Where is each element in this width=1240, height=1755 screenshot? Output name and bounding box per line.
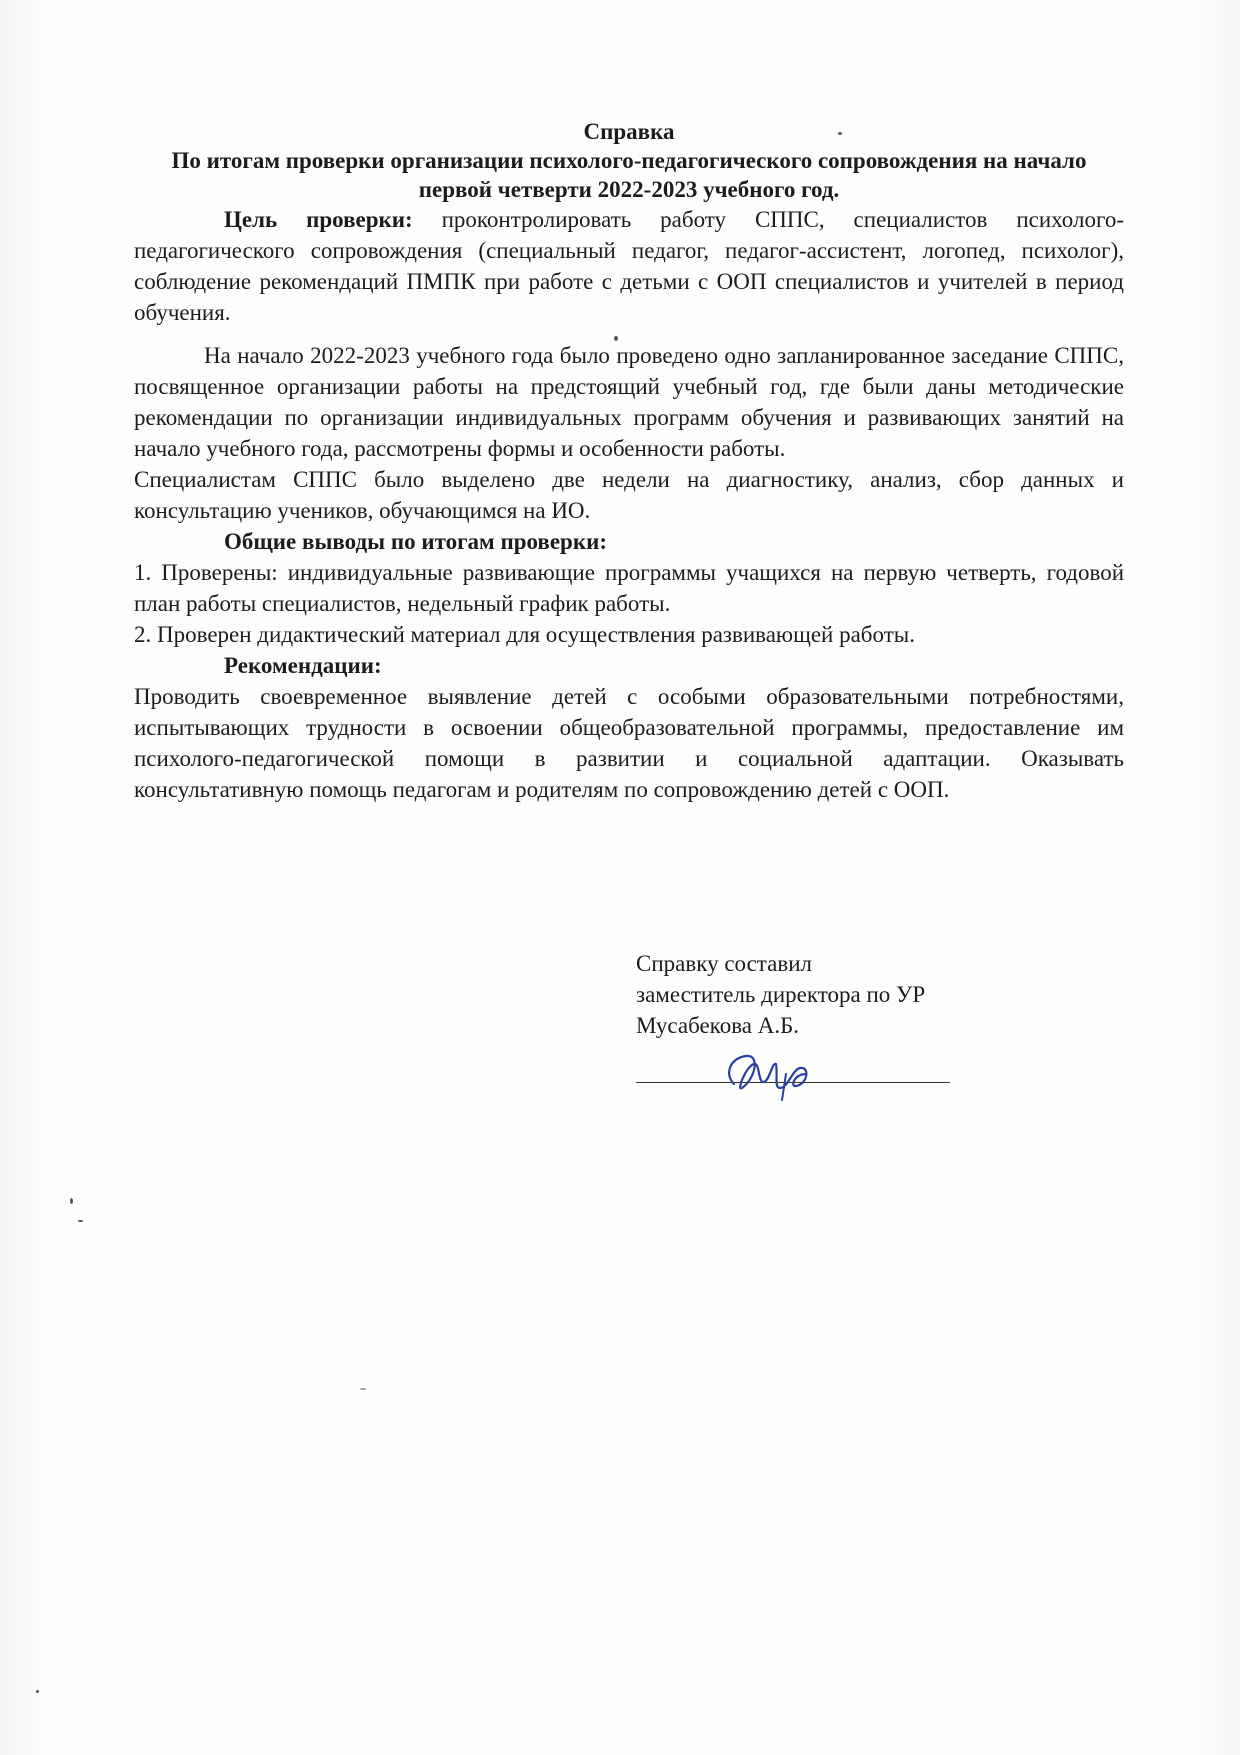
- scan-speck: [614, 336, 618, 341]
- goal-text: проконтролировать работу СППС, специалистов психолого-педагогического сопровождения (специальный педагог, педагог-ассистент, логопед, психолог), соблюдение рекомендаций ПМПК при работе с детьми с ООП специалистов и учителей в период обучения.: [134, 207, 1124, 325]
- scan-speck: [70, 1198, 73, 1204]
- signature-block: [636, 948, 956, 1041]
- scan-speck: [78, 1220, 83, 1222]
- signature-name: Мусабекова А.Б.: [636, 1013, 800, 1038]
- document-body: [134, 118, 1124, 805]
- specialists-paragraph: Специалистам СППС было выделено две недели на диагностику, анализ, сбор данных и консультацию учеников, обучающимся на ИО.: [134, 467, 1124, 523]
- conclusion-item-2: 2. Проверен дидактический материал для осуществления развивающей работы.: [134, 622, 915, 647]
- document-title: Справка: [583, 119, 675, 144]
- scan-speck: [36, 1690, 39, 1693]
- handwritten-signature: [716, 1044, 826, 1104]
- recommendations-heading: Рекомендации:: [224, 653, 382, 678]
- meeting-paragraph: На начало 2022-2023 учебного года было проведено одно запланированное заседание СППС, посвященное организации работы на предстоящий учебный год, где были даны методические рекомендации по организации индивидуальных программ обучения и развивающих занятий на начало учебного года, рассмотрены формы и особенности работы.: [134, 343, 1124, 461]
- signature-line-1: Справку составил: [636, 951, 812, 976]
- document-subtitle: По итогам проверки организации психолого-педагогического сопровождения на начало первой четверти 2022-2023 учебного год.: [171, 148, 1087, 202]
- signature-line-2: заместитель директора по УР: [636, 982, 926, 1007]
- conclusion-item-1: 1. Проверены: индивидуальные развивающие программы учащихся на первую четверть, годовой план работы специалистов, недельный график работы.: [134, 560, 1124, 616]
- scan-speck: [360, 1388, 366, 1390]
- scan-speck: [838, 132, 842, 135]
- recommendations-paragraph: Проводить своевременное выявление детей с особыми образовательными потребностями, испытывающих трудности в освоении общеобразовательной программы, предоставление им психолого-педагогической помощи в развитии и социальной адаптации. Оказывать консультативную помощь педагогам и родителям по сопровождению детей с ООП.: [134, 684, 1124, 802]
- goal-label: Цель проверки:: [224, 207, 413, 232]
- conclusions-heading: Общие выводы по итогам проверки:: [224, 529, 608, 554]
- goal-paragraph: [134, 204, 1124, 328]
